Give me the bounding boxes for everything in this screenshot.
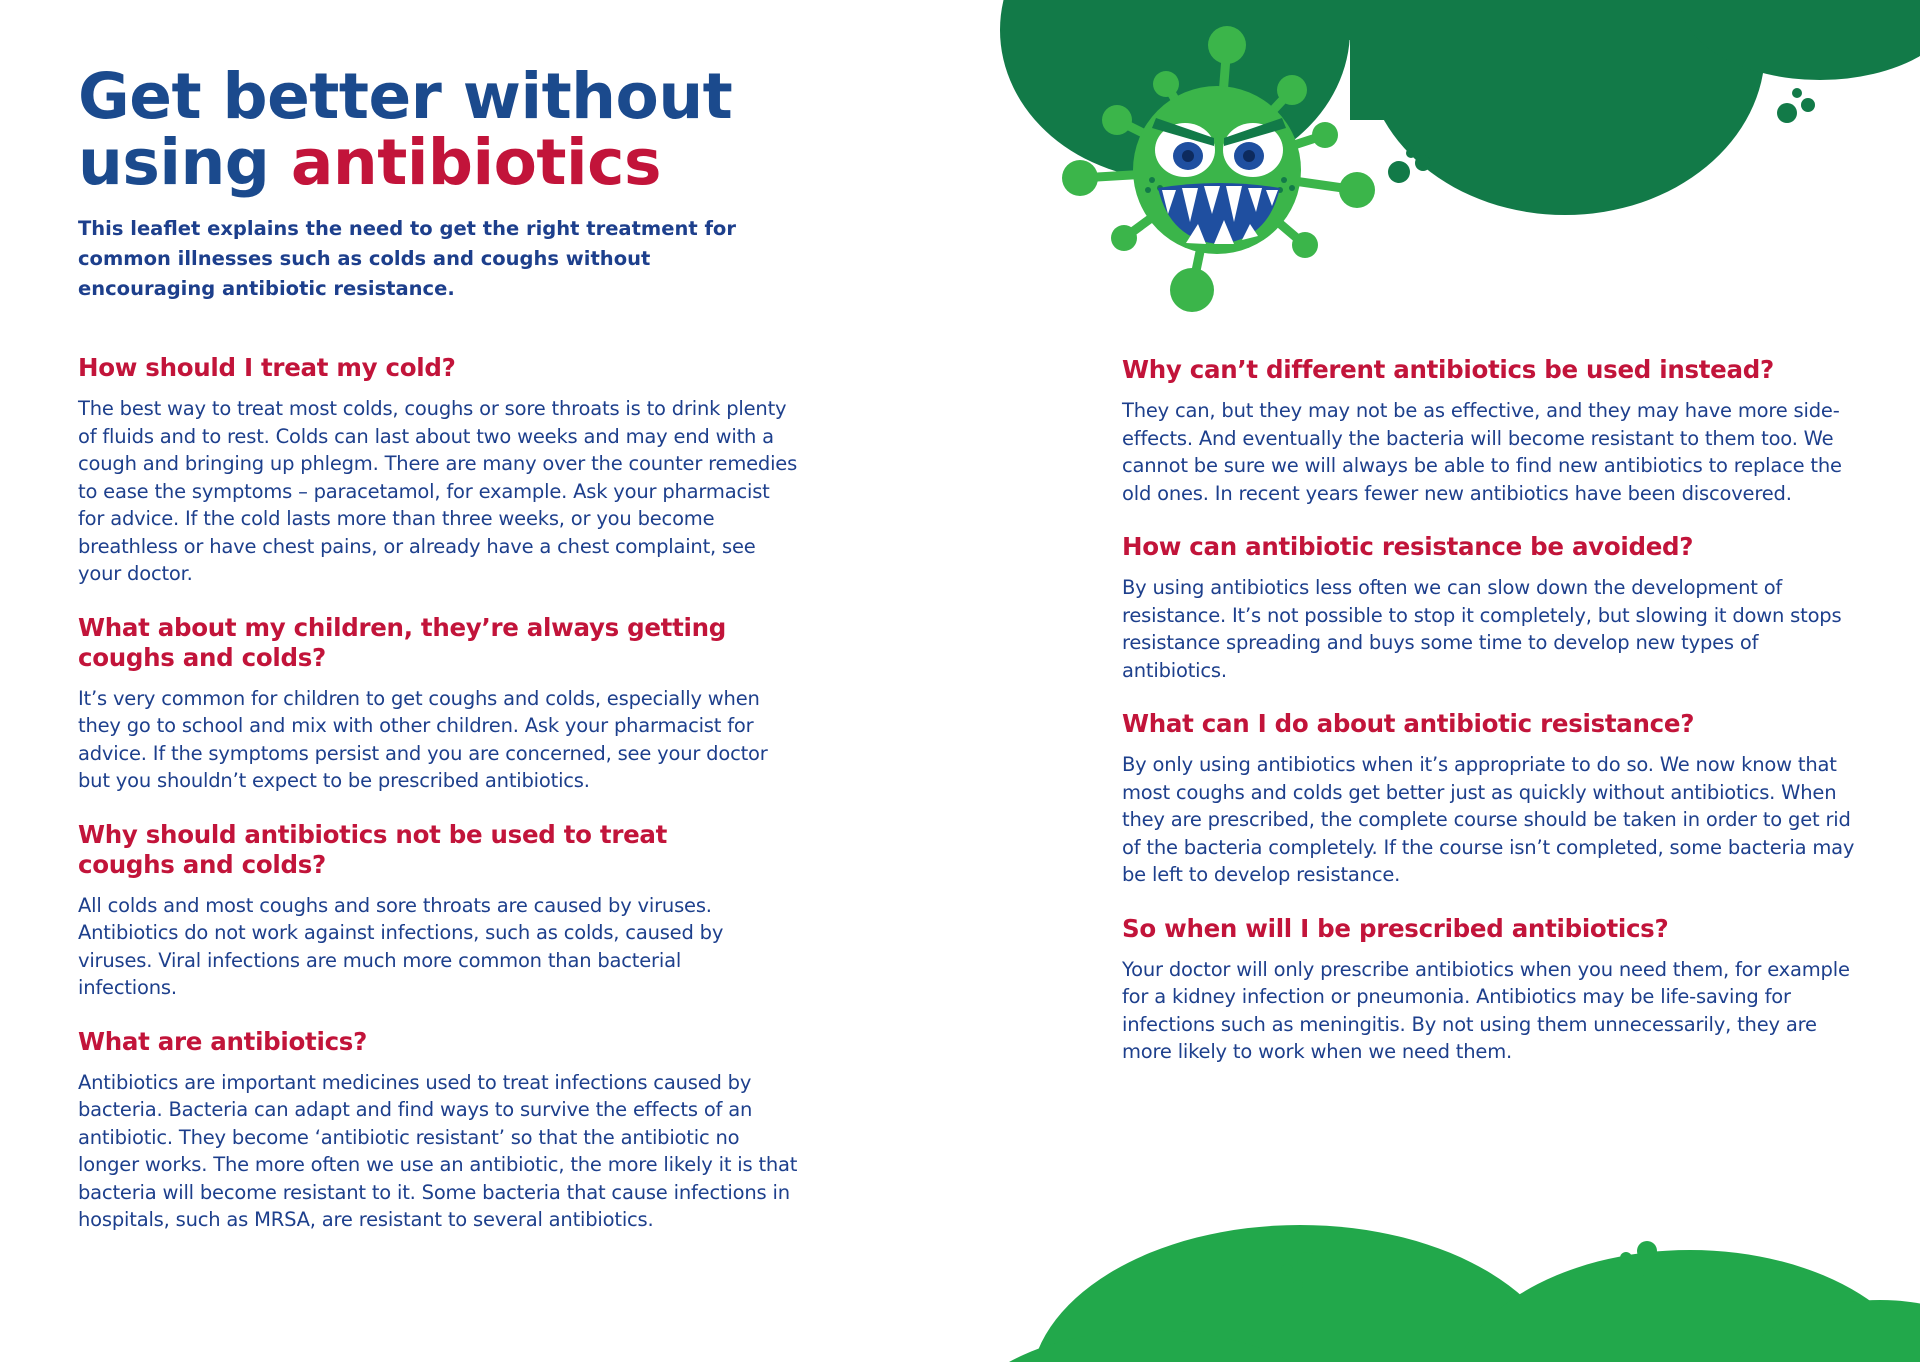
- title-line-1: Get better without: [78, 60, 733, 133]
- section-heading: What are antibiotics?: [78, 1026, 367, 1056]
- section-heading: So when will I be prescribed antibiotics?: [1122, 913, 1669, 943]
- section-children: [78, 613, 798, 795]
- left-column: [78, 353, 798, 1259]
- section-treat-cold: [78, 353, 798, 588]
- page-title: [78, 60, 733, 199]
- section-body: All colds and most coughs and sore throats are caused by viruses. Antibiotics do not work against infections, such as colds, caused by viruses. Viral infections are much more common than bacterial infections.: [78, 893, 724, 999]
- right-column: [1122, 355, 1862, 1091]
- section-body: The best way to treat most colds, coughs or sore throats is to drink plenty of fluids and to rest. Colds can last about two weeks and may end with a cough and bringing up phlegm. There are many over the counter remedies to ease the symptoms – paracetamol, for example. Ask your pharmacist for advice. If the cold lasts more than three weeks, or you become breathless or have chest pains, or already have a chest complaint, see your doctor.: [78, 397, 798, 585]
- section-avoid-resistance: [1122, 532, 1862, 684]
- section-when-prescribed: [1122, 914, 1862, 1066]
- intro-paragraph: This leaflet explains the need to get the right treatment for common illnesses such as colds and coughs without encouraging antibiotic resistance.: [78, 217, 736, 300]
- section-body: Your doctor will only prescribe antibiotics when you need them, for example for a kidney infection or pneumonia. Antibiotics may be life-saving for infections such as meningitis. By not using them unnecessarily, they are more likely to work when we need them.: [1122, 957, 1850, 1063]
- section-body: Antibiotics are important medicines used to treat infections caused by bacteria. Bacteria can adapt and find ways to survive the effects of an antibiotic. They become ‘antibiotic resistant’ so that the antibiotic no longer works. The more often we use an antibiotic, the more likely it is that bacteria will become resistant to it. Some bacteria that cause infections in hospitals, such as MRSA, are resistant to several antibiotics.: [78, 1070, 798, 1231]
- section-body: By only using antibiotics when it’s appropriate to do so. We now know that most coughs and colds get better just as quickly without antibiotics. When they are prescribed, the complete course should be taken in order to get rid of the bacteria completely. If the course isn’t completed, some bacteria may be left to develop resistance.: [1122, 753, 1855, 886]
- title-line-2-prefix: using: [78, 126, 270, 199]
- green-cloud: [950, 1225, 1920, 1362]
- section-heading: What about my children, they’re always getting coughs and colds?: [78, 612, 726, 672]
- title-accent-word: antibiotics: [290, 126, 661, 199]
- section-body: They can, but they may not be as effective, and they may have more side-effects. And eventually the bacteria will become resistant to them too. We cannot be sure we will always be able to find new antibiotics to replace the old ones. In recent years fewer new antibiotics have been discovered.: [1122, 399, 1842, 505]
- section-body: By using antibiotics less often we can slow down the development of resistance. It’s not possible to stop it completely, but slowing it down stops resistance spreading and buys some time to develop new types of antibiotics.: [1122, 576, 1842, 682]
- section-heading: How should I treat my cold?: [78, 353, 456, 382]
- section-body: It’s very common for children to get coughs and colds, especially when they go to school and mix with other children. Ask your pharmacist for advice. If the symptoms persist and you are concerned, see your doctor but you shouldn’t expect to be prescribed antibiotics.: [78, 686, 768, 792]
- section-what-are-antibiotics: [78, 1027, 798, 1234]
- section-different-antibiotics: [1122, 355, 1862, 507]
- section-heading: What can I do about antibiotic resistance?: [1122, 709, 1695, 738]
- section-heading: Why can’t different antibiotics be used instead?: [1122, 355, 1774, 384]
- section-why-not-antibiotics: [78, 820, 798, 1002]
- section-heading: Why should antibiotics not be used to treat coughs and colds?: [78, 819, 668, 879]
- section-heading: How can antibiotic resistance be avoided?: [1122, 532, 1694, 561]
- section-what-can-i-do: [1122, 709, 1862, 889]
